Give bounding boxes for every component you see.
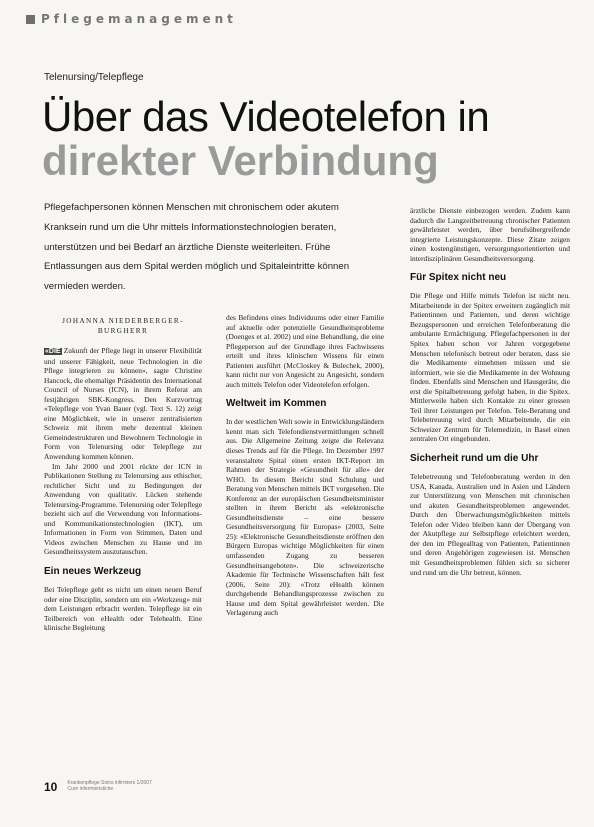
paragraph	[44, 346, 202, 462]
paragraph: Bei Telepflege geht es nicht um einen neuen Beruf oder eine Disziplin, sondern um ein «Werkzeug» mit dem Leistungen erbracht werden. Telepflege ist ein Teilbereich von eHealth oder Telehealth. Eine klinische Begleitung	[44, 585, 202, 633]
paragraph: In der westlichen Welt sowie in Entwicklungsländern kennt man sich Telefondienstvermittlungen schnell aus. Die Allgemeine Zeitung zeigte die Relevanz dieses Trends auf für die Pflege. Im Dezember 1997 veranstaltete Spital einen ersten IKT-Report im Rahmen der Strategie «Gesundheit für alle» der WHO. In diesem Bericht sind Schulung und Beratung von Menschen mittels IKT vorgesehen. Die Konferenz an der europäischen Gesundheitsminister stellten in ihrem Bericht als «elektronische Gesundheitsdienste – eine bessere Gesundheitsversorgung für Europas» (2003, Seite 25): «Elektronische Gesundheitsdienste eröffnen den Bürgern Europas wichtige Möglichkeiten für einen umfassenden Zugang zu besseren Gesundheitsangeboten». Die schweizerische Akademie für Technische Wissenschaften hält fest (2006, Seite 20): «Trotz eHealth können durchgehende Behandlungsprozesse zwischen zu Hause und dem Spital gewährleistet werden. Die Verlagerung auch	[226, 417, 384, 618]
column-1	[44, 316, 202, 776]
page-footer	[44, 780, 152, 794]
subheading: Sicherheit rund um die Uhr	[410, 453, 539, 465]
page-number: 10	[44, 780, 58, 794]
author-name: JOHANNA NIEDERBERGER-BURGHERR	[62, 317, 184, 335]
section-square-icon	[26, 15, 35, 24]
subheading: Ein neues Werkzeug	[44, 566, 142, 578]
dropcap-tag: «DIE	[45, 348, 61, 355]
subheading: Weltweit im Kommen	[226, 398, 327, 410]
subheading: Für Spitex nicht neu	[410, 272, 507, 284]
headline-line-2: direkter Verbindung	[42, 137, 439, 184]
column-2	[226, 313, 384, 783]
footer-publication	[67, 780, 152, 792]
paragraph: Telebetreuung und Telefonberatung werden in den USA, Kanada, Australien und in Asien und Ländern zur Unterstützung von Menschen mit chronischen und akuten Gesundheitsproblemen angewendet. Durch den Überwachungsmöglichkeiten mittels Telefon oder Video bleiben kann der Übergang von der Akutpflege zur Selbstpflege erleichtert werden, der den im Pflegealltag von Patienten, Patientinnen und deren Angehörigen zugewiesen ist. Menschen mit Gesundheitsproblemen fühlen sich so sicherer und rund um die Uhr betreut, können.	[410, 472, 570, 577]
footer-line-1: Krankenpflege Soins infirmiers 1/2007	[67, 780, 152, 786]
lead-paragraph: Pflegefachpersonen können Menschen mit chronischem oder akutem Kranksein rund um die Uhr mittels Informationstechnologien beraten, unterstützen und bei Bedarf an ärztliche Dienste weiterleiten. Frühe Entlassungen aus dem Spital werden möglich und Spitaleintritte können vermieden werden.	[44, 202, 350, 293]
paragraph: Im Jahr 2000 und 2001 rückte der ICN in Publikationen Stellung zu Telenursing aus ethischer, rechtlicher Sicht und zu Bedingungen der Anwendung von qualitativ. Lücken stehende Telenursing-Programme. Telenursing oder Telepflege bezieht sich auf die Verwendung von Informations- und Kommunikationstechnologien (IKT), um Informationen in Form von Stimmen, Daten und Videos zwischen Menschen zu Hause und im Gesundheitssystem auszutauschen.	[44, 461, 202, 557]
footer-line-2: Cure infermieristiche	[67, 786, 114, 792]
paragraph: ärztliche Dienste einbezogen werden. Zudem kann dadurch die Langzeitbetreuung chronischer Patienten gewährleistet werden, über berufsübergreifende integrierte Leistungskonzepte. Diese Zitate zeigen einen kostengünstigen, versorgungsorientierten und interdisziplinären Gesundheitsversorgung.	[410, 206, 570, 263]
paragraph-text: Zukunft der Pflege liegt in unserer Flexibilität und unserer Fähigkeit, neue Technologien in die Pflege integrieren zu können», sagte Christine Hancock, die ehemalige Präsidentin des International Council of Nurses (ICN), in ihrem Referat am festjährigen SBK-Kongress. Den Kurzvortrag «Telepflege von Yvan Bauer (vgl. Text S. 12) zeigt eine Möglichkeit, wie in unserer zentralisierten Schweiz mit ihrem mehr dezentral kleinen Gemeindestrukturen und Bewohnern Technologie in Form von Telenursing oder Telepflege zur Anwendung kommen können.	[44, 346, 202, 462]
section-header	[26, 12, 237, 26]
column-3	[410, 206, 570, 783]
kicker: Telenursing/Telepflege	[44, 72, 144, 83]
paragraph: des Befindens eines Individuums oder einer Familie auf aktuelle oder potenzielle Gesundheitsprobleme (Doenges et al. 2002) und eine Behandlung, die eine Pflegeperson auf der Grundlage ihres Fachwissens erteilt und ihres klinischen Wissens für einen Patienten ausführt (McCloskey & Bulechek, 2000), kann nicht nur von Angesicht zu Angesicht, sondern auch mittels Telefon oder Videotelefon erfolgen.	[226, 313, 384, 389]
paragraph: Die Pflege und Hilfe mittels Telefon ist nicht neu. Mitarbeitende in der Spitex erweitern zugänglich mit Patientinnen und Patienten, und deren wichtige Bezugspersonen und erreichen Telefonberatung die ambulante Ermächtigung. Pflegefachpersonen in der Spitex haben schon vor Jahren vorgegebene Menschen telefonisch betreut oder beraten, dass sie die Medikamente einnehmen müssen und sie informiert, wie sie die Medikamente in der Wohnung finden. Ebenfalls sind Menschen und Hausgeräte, die erst die Spitalbetreuung gefolgt haben, in die Spitex. Mittlerweile haben sich Kontakte zu einer grossen Teil ihrer Leistungen per Telefon. Tele-Beratung und Telebetreuung wird durch Mitarbeitende, die ein Schweizer Zentrum für Telemedizin, in Basel einen zentralen Ort eingebunden.	[410, 291, 570, 444]
section-title: Pflegemanagement	[41, 12, 237, 26]
headline-line-1: Über das Videotelefon in	[42, 93, 490, 140]
